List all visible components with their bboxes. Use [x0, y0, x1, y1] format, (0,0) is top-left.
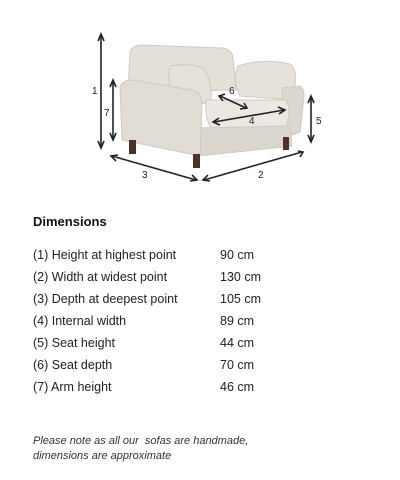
sofa-seat — [206, 100, 289, 130]
dimension-row — [33, 376, 333, 398]
dimension-row — [33, 288, 333, 310]
dimension-label: (6) Seat depth — [33, 358, 113, 372]
dimension-label: (5) Seat height — [33, 336, 115, 350]
sofa-leg — [193, 154, 200, 168]
dimensions-list — [33, 244, 333, 398]
dimension-row — [33, 310, 333, 332]
dim-line-depth — [112, 156, 196, 180]
dimension-value: 90 cm — [220, 248, 255, 262]
dim-arrowhead — [298, 151, 303, 157]
dimension-row — [33, 244, 333, 266]
note-line: Please note as all our sofas are handmade, — [33, 435, 249, 447]
dimension-row — [33, 266, 333, 288]
dimension-value: 44 cm — [220, 336, 255, 350]
dim-label-3: 3 — [142, 170, 148, 181]
handmade-note — [33, 434, 373, 464]
dim-label-6: 6 — [229, 86, 235, 97]
dim-label-4: 4 — [249, 116, 255, 127]
dimension-value: 89 cm — [220, 314, 255, 328]
dimension-value: 130 cm — [220, 270, 261, 284]
dim-label-7: 7 — [104, 108, 110, 119]
dimension-label: (4) Internal width — [33, 314, 127, 328]
dimension-row — [33, 332, 333, 354]
dimension-value: 105 cm — [220, 292, 261, 306]
sofa-leg — [129, 140, 136, 154]
sofa-base-front — [196, 126, 292, 156]
dimension-label: (3) Depth at deepest point — [33, 292, 178, 306]
dim-label-5: 5 — [316, 116, 322, 127]
dimension-row — [33, 354, 333, 376]
sofa-leg — [283, 137, 289, 150]
sofa-dimension-illustration — [0, 0, 400, 200]
dimension-value: 70 cm — [220, 358, 255, 372]
dimension-value: 46 cm — [220, 380, 255, 394]
dimension-label: (7) Arm height — [33, 380, 112, 394]
dimensions-heading: Dimensions — [33, 214, 107, 229]
dim-label-2: 2 — [258, 170, 264, 181]
sofa-diagram — [0, 0, 400, 200]
dimension-label: (2) Width at widest point — [33, 270, 168, 284]
dimension-label: (1) Height at highest point — [33, 248, 177, 262]
note-line: dimensions are approximate — [33, 450, 172, 462]
dim-line-width — [204, 152, 302, 180]
dim-label-1: 1 — [92, 86, 98, 97]
